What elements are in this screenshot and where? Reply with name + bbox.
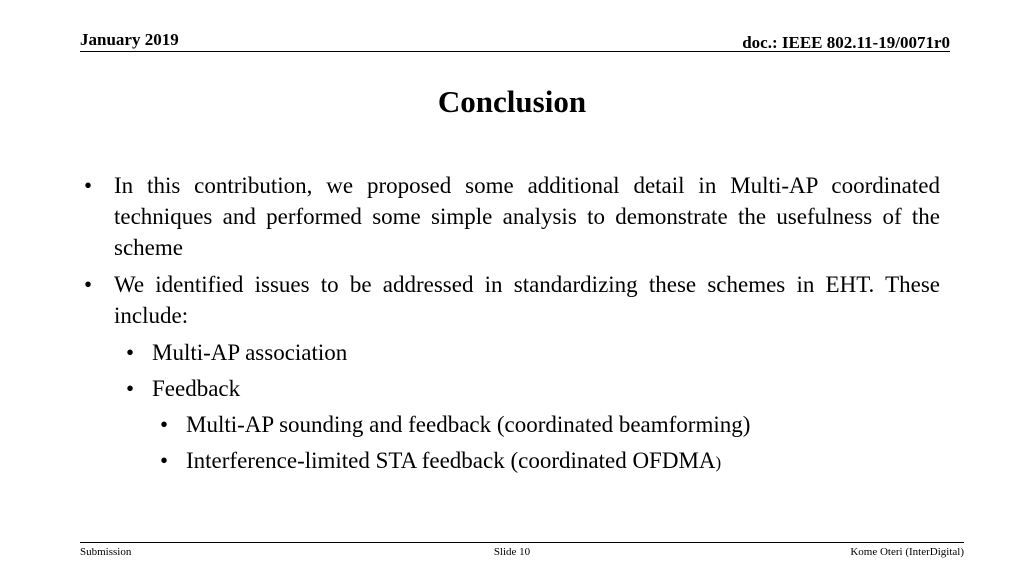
slide-body [84, 170, 940, 483]
header-date: January 2019 [80, 30, 179, 49]
slide-title: Conclusion [437, 84, 587, 119]
bullet-dot: • [160, 448, 169, 473]
bullet-text: In this contribution, we proposed some additional detail in Multi-AP coordinated techniques and performed some simple analysis to demonstrate the usefulness of the scheme [114, 173, 940, 260]
footer-author: Kome Oteri (InterDigital) [850, 546, 964, 558]
sub-bullet-feedback [84, 373, 940, 404]
bullet-dot: • [126, 376, 135, 401]
footer-slide-number: Slide 10 [493, 546, 531, 558]
bullet-text: We identified issues to be addressed in standardizing these schemes in EHT. These include: [114, 272, 940, 328]
bullet-text: Feedback [152, 376, 241, 401]
bullet-dot: • [160, 412, 169, 437]
sub-bullet-association [84, 337, 940, 368]
bullet-text: Interference-limited STA feedback (coordinated OFDMA [186, 448, 716, 473]
bullet-issues [84, 269, 940, 331]
sub-sub-bullet-interference [84, 445, 940, 478]
bullet-dot: • [126, 340, 135, 365]
bullet-dot: • [84, 173, 93, 198]
footer-submission: Submission [80, 546, 132, 558]
bullet-dot: • [84, 272, 93, 297]
bullet-contribution [84, 170, 940, 263]
bullet-text: Multi-AP sounding and feedback (coordinated beamforming) [186, 412, 751, 437]
closing-paren: ) [715, 453, 722, 472]
header-doc-id: doc.: IEEE 802.11-19/0071r0 [742, 33, 950, 52]
bullet-text: Multi-AP association [152, 340, 348, 365]
header-divider [80, 51, 950, 52]
footer-divider [80, 542, 964, 543]
sub-sub-bullet-sounding [84, 409, 940, 440]
